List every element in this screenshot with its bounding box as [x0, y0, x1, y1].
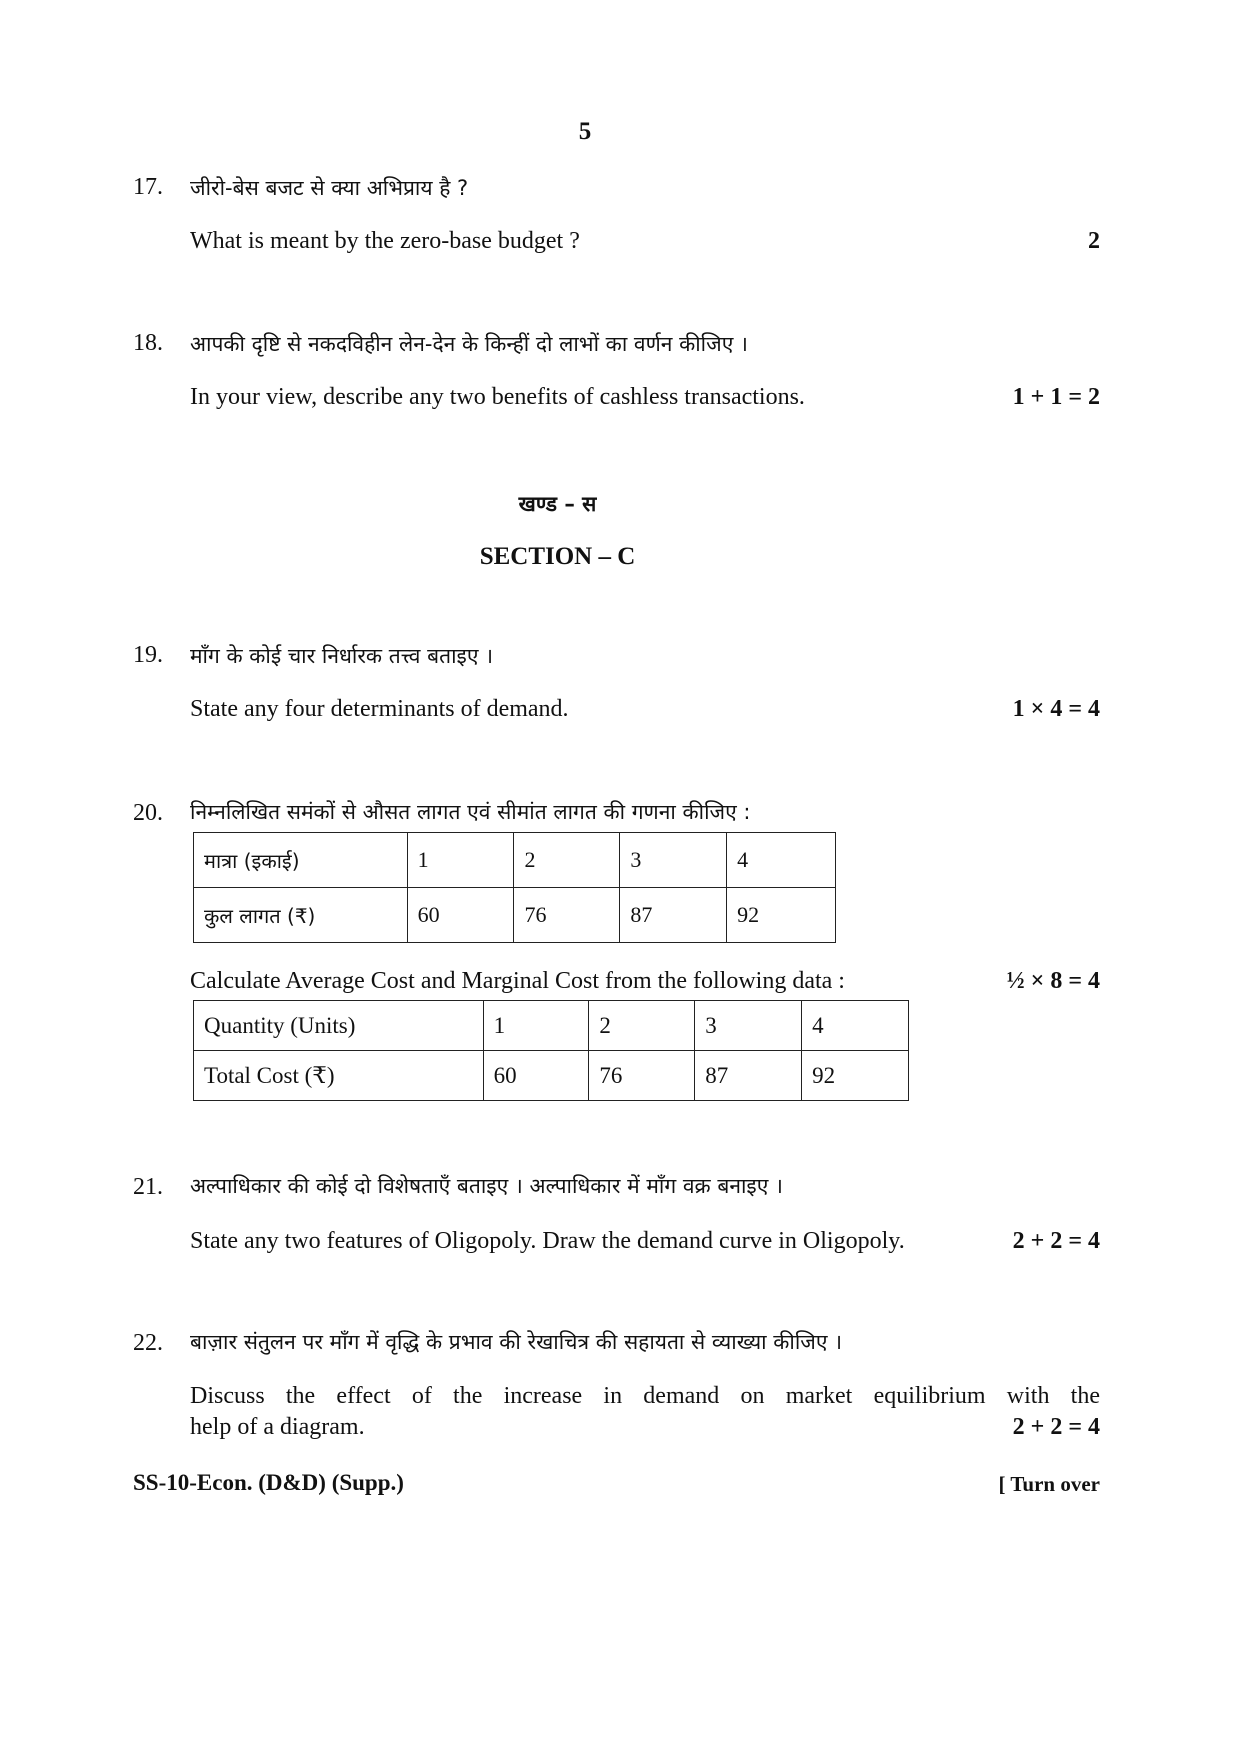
- question-marks: ½ × 8 = 4: [1006, 968, 1100, 994]
- table-cell: 60: [483, 1051, 589, 1101]
- question-number: 22.: [133, 1330, 163, 1356]
- table-cell: 3: [620, 833, 727, 888]
- question-text-hindi: अल्पाधिकार की कोई दो विशेषताएँ बताइए । अल्पाधिकार में माँग वक्र बनाइए ।: [190, 1174, 783, 1198]
- question-marks: 2 + 2 = 4: [1012, 1414, 1100, 1440]
- table-row: [194, 833, 836, 888]
- question-marks: 1 × 4 = 4: [1012, 696, 1100, 722]
- question-number: 21.: [133, 1174, 163, 1200]
- table-row: [194, 888, 836, 943]
- table-cell: Total Cost (₹): [194, 1051, 484, 1101]
- table-cell: 87: [695, 1051, 802, 1101]
- table-cell: 76: [514, 888, 620, 943]
- table-cell: मात्रा (इकाई): [194, 833, 408, 888]
- question-text-hindi: बाज़ार संतुलन पर माँग में वृद्धि के प्रभाव की रेखाचित्र की सहायता से व्याख्या कीजिए ।: [190, 1330, 843, 1354]
- table-row: [194, 1001, 909, 1051]
- question-text-english: State any four determinants of demand.: [190, 696, 569, 722]
- turn-over-note: [ Turn over: [998, 1472, 1100, 1496]
- question-text-hindi: जीरो-बेस बजट से क्या अभिप्राय है ?: [190, 176, 469, 200]
- question-number: 17.: [133, 174, 163, 200]
- question-number: 19.: [133, 642, 163, 668]
- table-cell: 1: [483, 1001, 589, 1051]
- table-cell: 4: [802, 1001, 909, 1051]
- question-text-english: State any two features of Oligopoly. Draw the demand curve in Oligopoly.: [190, 1228, 905, 1254]
- table-cell: 60: [407, 888, 514, 943]
- table-row: [194, 1051, 909, 1101]
- table-cell: 87: [620, 888, 727, 943]
- table-cell: 76: [589, 1051, 695, 1101]
- question-text-english: In your view, describe any two benefits of cashless transactions.: [190, 384, 805, 410]
- question-text-hindi: निम्नलिखित समंकों से औसत लागत एवं सीमांत लागत की गणना कीजिए :: [190, 800, 751, 824]
- cost-table-hindi: [193, 832, 836, 943]
- table-cell: 92: [802, 1051, 909, 1101]
- table-cell: 92: [727, 888, 836, 943]
- question-marks: 1 + 1 = 2: [1012, 384, 1100, 410]
- table-cell: 1: [407, 833, 514, 888]
- question-text-english-continued: help of a diagram.: [190, 1414, 365, 1440]
- question-text-hindi: माँग के कोई चार निर्धारक तत्त्व बताइए ।: [190, 644, 494, 668]
- table-cell: 2: [514, 833, 620, 888]
- question-text-english: What is meant by the zero-base budget ?: [190, 228, 580, 254]
- table-cell: Quantity (Units): [194, 1001, 484, 1051]
- question-text-english: Calculate Average Cost and Marginal Cost from the following data :: [190, 968, 845, 994]
- table-cell: 2: [589, 1001, 695, 1051]
- question-number: 18.: [133, 330, 163, 356]
- table-cell: 3: [695, 1001, 802, 1051]
- table-cell: कुल लागत (₹): [194, 888, 408, 943]
- page-number: 5: [578, 118, 592, 145]
- paper-code: SS-10-Econ. (D&D) (Supp.): [133, 1470, 404, 1495]
- question-text-english: Discuss the effect of the increase in demand on market equilibrium with the: [190, 1383, 1100, 1409]
- question-marks: 2 + 2 = 4: [1012, 1228, 1100, 1254]
- question-text-hindi: आपकी दृष्टि से नकदविहीन लेन-देन के किन्हीं दो लाभों का वर्णन कीजिए ।: [190, 332, 748, 356]
- cost-table-english: [193, 1000, 909, 1101]
- section-title-hindi: खण्ड – स: [518, 492, 597, 516]
- question-marks: 2: [1088, 228, 1100, 254]
- question-number: 20.: [133, 800, 163, 826]
- section-title: SECTION – C: [479, 543, 636, 570]
- table-cell: 4: [727, 833, 836, 888]
